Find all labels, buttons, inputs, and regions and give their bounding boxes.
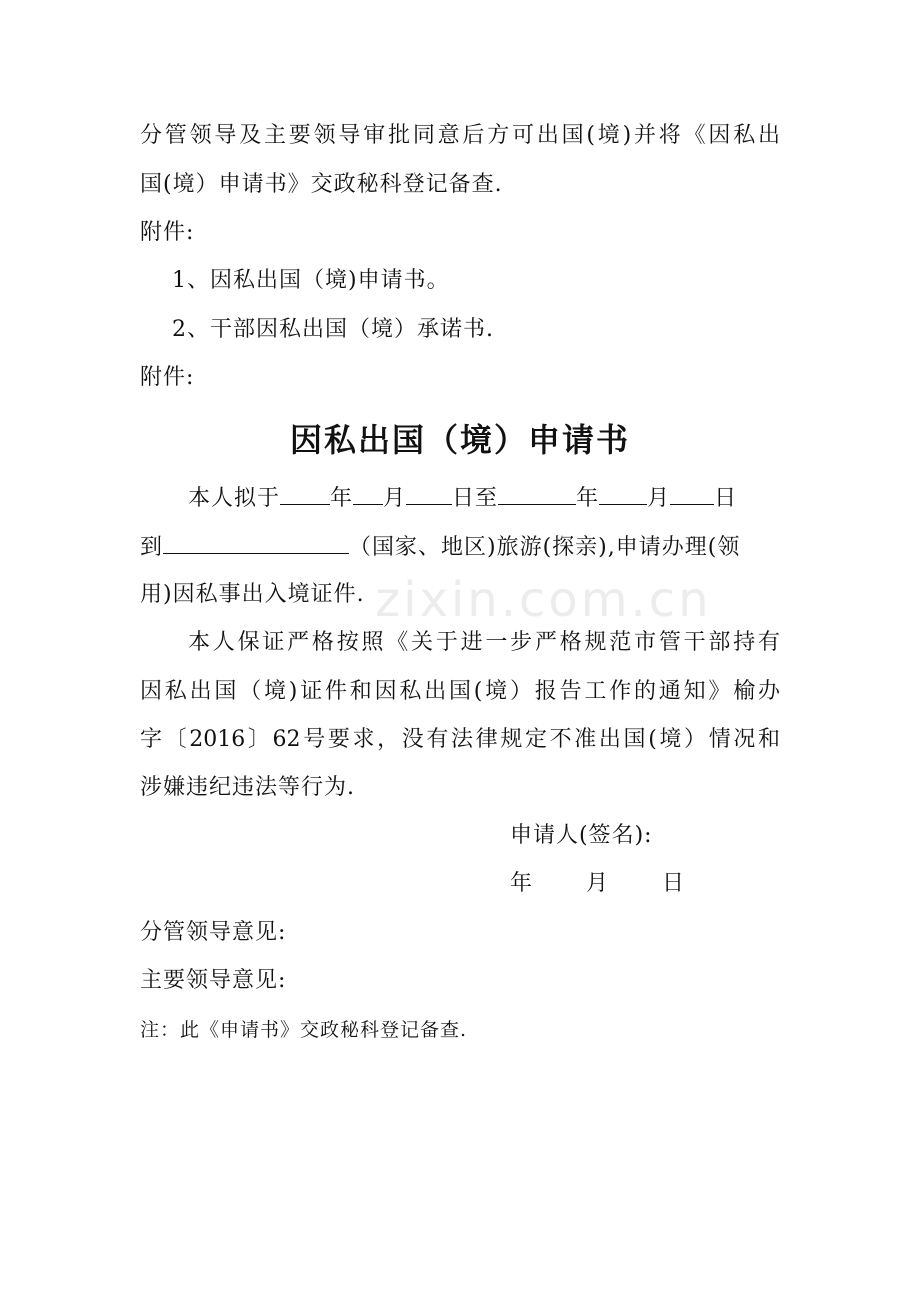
signature-date — [510, 869, 685, 899]
text-intend: 本人拟于 — [188, 486, 281, 511]
form-title: 因私出国（境）申请书 — [289, 421, 630, 459]
text-year-2: 年 — [576, 486, 600, 511]
month-blank[interactable] — [353, 482, 383, 505]
application-line-3: 用)因私事出入境证件. — [140, 582, 365, 607]
text-country-region: （国家、地区)旅游(探亲),申请办理(领 — [349, 535, 741, 560]
intro-line-1: 分管领导及主要领导审批同意后方可出国(境)并将《因私出 — [140, 123, 780, 148]
attachments-label-2: 附件: — [140, 365, 195, 390]
destination-blank[interactable] — [163, 531, 349, 554]
watermark: zixin.com.cn — [375, 572, 712, 628]
intro-line-2: 国(境）申请书》交政秘科登记备查. — [140, 172, 503, 197]
text-day-to: 日至 — [452, 486, 499, 511]
text-year: 年 — [330, 486, 354, 511]
date-year: 年 — [510, 871, 534, 896]
footnote: 注：此《申请书》交政秘科登记备查. — [140, 1019, 468, 1041]
attachments-label: 附件: — [140, 220, 195, 245]
pledge-line-2: 因私出国（境)证件和因私出国(境）报告工作的通知》榆办 — [140, 679, 780, 704]
day-blank[interactable] — [406, 482, 452, 505]
application-line-2 — [140, 531, 740, 563]
pledge-line-4: 涉嫌违纪违法等行为. — [140, 775, 355, 800]
text-month: 月 — [383, 486, 407, 511]
applicant-signature-label: 申请人(签名): — [510, 823, 653, 848]
main-leader-opinion: 主要领导意见: — [140, 968, 287, 993]
application-line-1 — [188, 482, 737, 514]
date-month: 月 — [586, 871, 610, 896]
text-day-2: 日 — [714, 486, 738, 511]
text-to: 到 — [140, 535, 164, 560]
pledge-line-1: 本人保证严格按照《关于进一步严格规范市管干部持有 — [188, 630, 780, 655]
attachment-item-1: 1、因私出国（境)申请书。 — [172, 268, 450, 293]
supervising-leader-opinion: 分管领导意见: — [140, 920, 287, 945]
year-blank-2[interactable] — [498, 482, 576, 505]
year-blank[interactable] — [280, 482, 330, 505]
date-day: 日 — [662, 871, 686, 896]
month-blank-2[interactable] — [599, 482, 647, 505]
day-blank-2[interactable] — [670, 482, 714, 505]
attachment-item-2: 2、干部因私出国（境）承诺书. — [172, 317, 494, 342]
pledge-line-3: 字〔2016〕62号要求，没有法律规定不准出国(境）情况和 — [140, 727, 780, 752]
text-month-2: 月 — [647, 486, 671, 511]
